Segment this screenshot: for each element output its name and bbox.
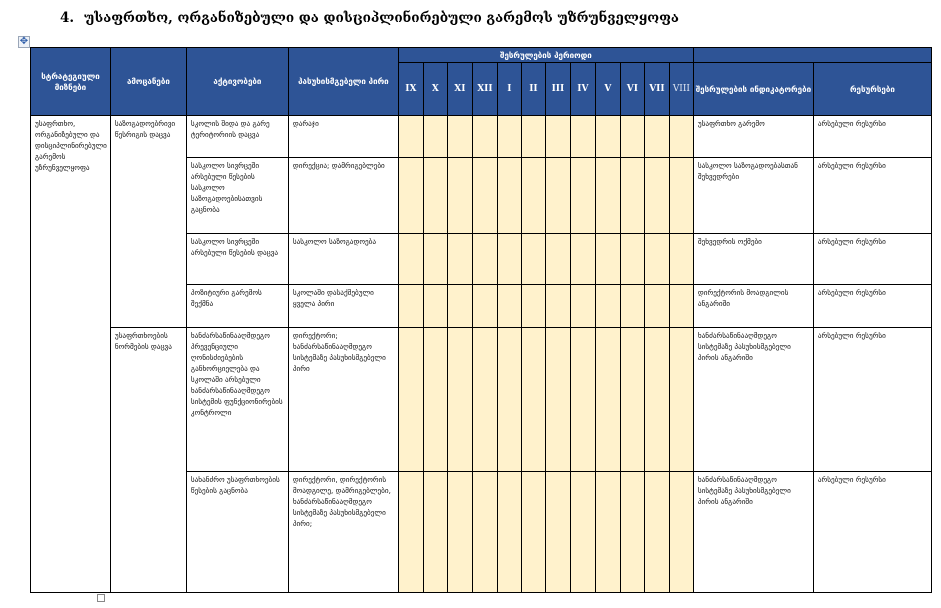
header-goal: სტრატეგიული მიზნები [31, 48, 111, 116]
month-cell[interactable] [497, 328, 521, 472]
section-number: 4. [60, 10, 75, 26]
month-cell[interactable] [447, 285, 472, 328]
resource-cell[interactable]: არსებული რესურსი [813, 158, 931, 234]
activity-cell[interactable]: პოზიტიური გარემოს შექმნა [186, 285, 288, 328]
month-cell[interactable] [497, 472, 521, 593]
month-cell[interactable] [521, 328, 545, 472]
responsible-cell[interactable]: სასკოლო საზოგადოება [288, 234, 398, 285]
month-cell[interactable] [545, 285, 570, 328]
month-cell[interactable] [521, 158, 545, 234]
header-month: III [545, 63, 570, 116]
month-cell[interactable] [398, 472, 423, 593]
month-cell[interactable] [545, 158, 570, 234]
month-cell[interactable] [423, 234, 447, 285]
header-month: VI [620, 63, 644, 116]
goal-cell[interactable]: უსაფრთხო, ორგანიზებული და დისციპლინირებული გარემოს უზრუნველყოფა [31, 116, 111, 593]
header-period: შესრულების პერიოდი [398, 48, 693, 63]
header-month: IV [570, 63, 595, 116]
indicator-cell[interactable]: დირექტორის მოადგილის ანგარიში [693, 285, 813, 328]
header-activities: აქტივობები [186, 48, 288, 116]
month-cell[interactable] [669, 158, 693, 234]
resource-cell[interactable]: არსებული რესურსი [813, 116, 931, 158]
month-cell[interactable] [570, 116, 595, 158]
month-cell[interactable] [472, 285, 497, 328]
resource-cell[interactable]: არსებული რესურსი [813, 328, 931, 472]
month-cell[interactable] [521, 116, 545, 158]
header-month: V [595, 63, 620, 116]
month-cell[interactable] [447, 328, 472, 472]
month-cell[interactable] [545, 116, 570, 158]
responsible-cell[interactable]: დირექცია; დამრიგებლები [288, 158, 398, 234]
responsible-cell[interactable]: დარაჯი [288, 116, 398, 158]
month-cell[interactable] [447, 116, 472, 158]
month-cell[interactable] [669, 472, 693, 593]
activity-cell[interactable]: სკოლის შიდა და გარე ტერიტორიის დაცვა [186, 116, 288, 158]
month-cell[interactable] [595, 285, 620, 328]
month-cell[interactable] [570, 472, 595, 593]
month-cell[interactable] [620, 285, 644, 328]
header-month: I [497, 63, 521, 116]
header-month: X [423, 63, 447, 116]
month-cell[interactable] [423, 116, 447, 158]
table-end-marker-icon [97, 594, 105, 602]
month-cell[interactable] [570, 234, 595, 285]
month-cell[interactable] [497, 234, 521, 285]
month-cell[interactable] [472, 158, 497, 234]
header-month: XII [472, 63, 497, 116]
month-cell[interactable] [644, 328, 669, 472]
month-cell[interactable] [669, 285, 693, 328]
header-indicators: შესრულების ინდიკატორები [693, 63, 813, 116]
indicator-cell[interactable]: ხანძარსაწინააღმდეგო სისტემაზე პასუხისმგებელი პირის ანგარიში [693, 472, 813, 593]
month-cell[interactable] [669, 328, 693, 472]
resource-cell[interactable]: არსებული რესურსი [813, 285, 931, 328]
month-cell[interactable] [669, 116, 693, 158]
month-cell[interactable] [644, 285, 669, 328]
activity-cell[interactable]: ხანძარსაწინააღმდეგო პრევენციული ღონისძიებების განხორციელება და სკოლაში არსებული ხანძარსაწინააღმდეგო სისტემის ფუნქციონირების კონტროლი [186, 328, 288, 472]
month-cell[interactable] [472, 116, 497, 158]
indicator-cell[interactable]: ხანძარსაწინააღმდეგო სისტემაზე პასუხისმგებელი პირის ანგარიში [693, 328, 813, 472]
month-cell[interactable] [620, 472, 644, 593]
month-cell[interactable] [423, 328, 447, 472]
resource-cell[interactable]: არსებული რესურსი [813, 234, 931, 285]
month-cell[interactable] [545, 472, 570, 593]
header-tasks: ამოცანები [110, 48, 186, 116]
responsible-cell[interactable]: სკოლაში დასაქმებული ყველა პირი [288, 285, 398, 328]
activity-cell[interactable]: სასკოლო სივრცეში არსებული წესების სასკოლო საზოგადოებისათვის გაცნობა [186, 158, 288, 234]
month-cell[interactable] [398, 234, 423, 285]
resource-cell[interactable]: არსებული რესურსი [813, 472, 931, 593]
header-resources: რესურსები [813, 63, 931, 116]
month-cell[interactable] [644, 234, 669, 285]
month-cell[interactable] [472, 328, 497, 472]
month-cell[interactable] [595, 234, 620, 285]
header-month: IX [398, 63, 423, 116]
section-title [60, 10, 679, 26]
month-cell[interactable] [595, 328, 620, 472]
month-cell[interactable] [620, 234, 644, 285]
indicator-cell[interactable]: უსაფრთხო გარემო [693, 116, 813, 158]
month-cell[interactable] [423, 472, 447, 593]
month-cell[interactable] [398, 328, 423, 472]
month-cell[interactable] [521, 285, 545, 328]
activity-cell[interactable]: სასკოლო სივრცეში არსებული წესების დაცვა [186, 234, 288, 285]
month-cell[interactable] [472, 472, 497, 593]
table-row [31, 328, 932, 472]
month-cell[interactable] [472, 234, 497, 285]
task-cell[interactable]: საზოგადოებრივი წესრიგის დაცვა [110, 116, 186, 328]
header-blank [693, 48, 931, 63]
indicator-cell[interactable]: სასკოლო საზოგადოებასთან შეხვედრები [693, 158, 813, 234]
month-cell[interactable] [521, 234, 545, 285]
month-cell[interactable] [595, 472, 620, 593]
month-cell[interactable] [447, 472, 472, 593]
responsible-cell[interactable]: დირექტორი; ხანძარსაწინააღმდეგო სისტემაზე პასუხისმგებელი პირი [288, 328, 398, 472]
header-month: VIII [669, 63, 693, 116]
header-month: II [521, 63, 545, 116]
month-cell[interactable] [423, 285, 447, 328]
month-cell[interactable] [545, 328, 570, 472]
month-cell[interactable] [644, 116, 669, 158]
table-move-handle-icon[interactable]: ✥ [19, 36, 29, 47]
month-cell[interactable] [447, 158, 472, 234]
month-cell[interactable] [644, 472, 669, 593]
month-cell[interactable] [620, 158, 644, 234]
month-cell[interactable] [595, 116, 620, 158]
activity-cell[interactable]: სახანძრო უსაფრთხოების წესების გაცნობა [186, 472, 288, 593]
month-cell[interactable] [497, 116, 521, 158]
table-row [31, 116, 932, 158]
month-cell[interactable] [545, 234, 570, 285]
month-cell[interactable] [620, 328, 644, 472]
month-cell[interactable] [398, 285, 423, 328]
month-cell[interactable] [423, 158, 447, 234]
task-cell[interactable]: უსაფრთხოების ნორმების დაცვა [110, 328, 186, 593]
month-cell[interactable] [398, 158, 423, 234]
month-cell[interactable] [620, 116, 644, 158]
responsible-cell[interactable]: დირექტორი, დირექტორის მოადგილე, დამრიგებლები, ხანძარსაწინააღმდეგო სისტემაზე პასუხისმგებელი პირი; [288, 472, 398, 593]
header-month: XI [447, 63, 472, 116]
indicator-cell[interactable]: შეხვედრის ოქმები [693, 234, 813, 285]
month-cell[interactable] [497, 285, 521, 328]
header-month: VII [644, 63, 669, 116]
month-cell[interactable] [398, 116, 423, 158]
month-cell[interactable] [669, 234, 693, 285]
month-cell[interactable] [570, 285, 595, 328]
header-responsible: პასუხისმგებელი პირი [288, 48, 398, 116]
month-cell[interactable] [595, 158, 620, 234]
month-cell[interactable] [570, 158, 595, 234]
section-title-text: უსაფრთხო, ორგანიზებული და დისციპლინირებული გარემოს უზრუნველყოფა [84, 10, 679, 26]
month-cell[interactable] [497, 158, 521, 234]
month-cell[interactable] [570, 328, 595, 472]
month-cell[interactable] [521, 472, 545, 593]
month-cell[interactable] [644, 158, 669, 234]
action-plan-table [30, 47, 932, 593]
month-cell[interactable] [447, 234, 472, 285]
